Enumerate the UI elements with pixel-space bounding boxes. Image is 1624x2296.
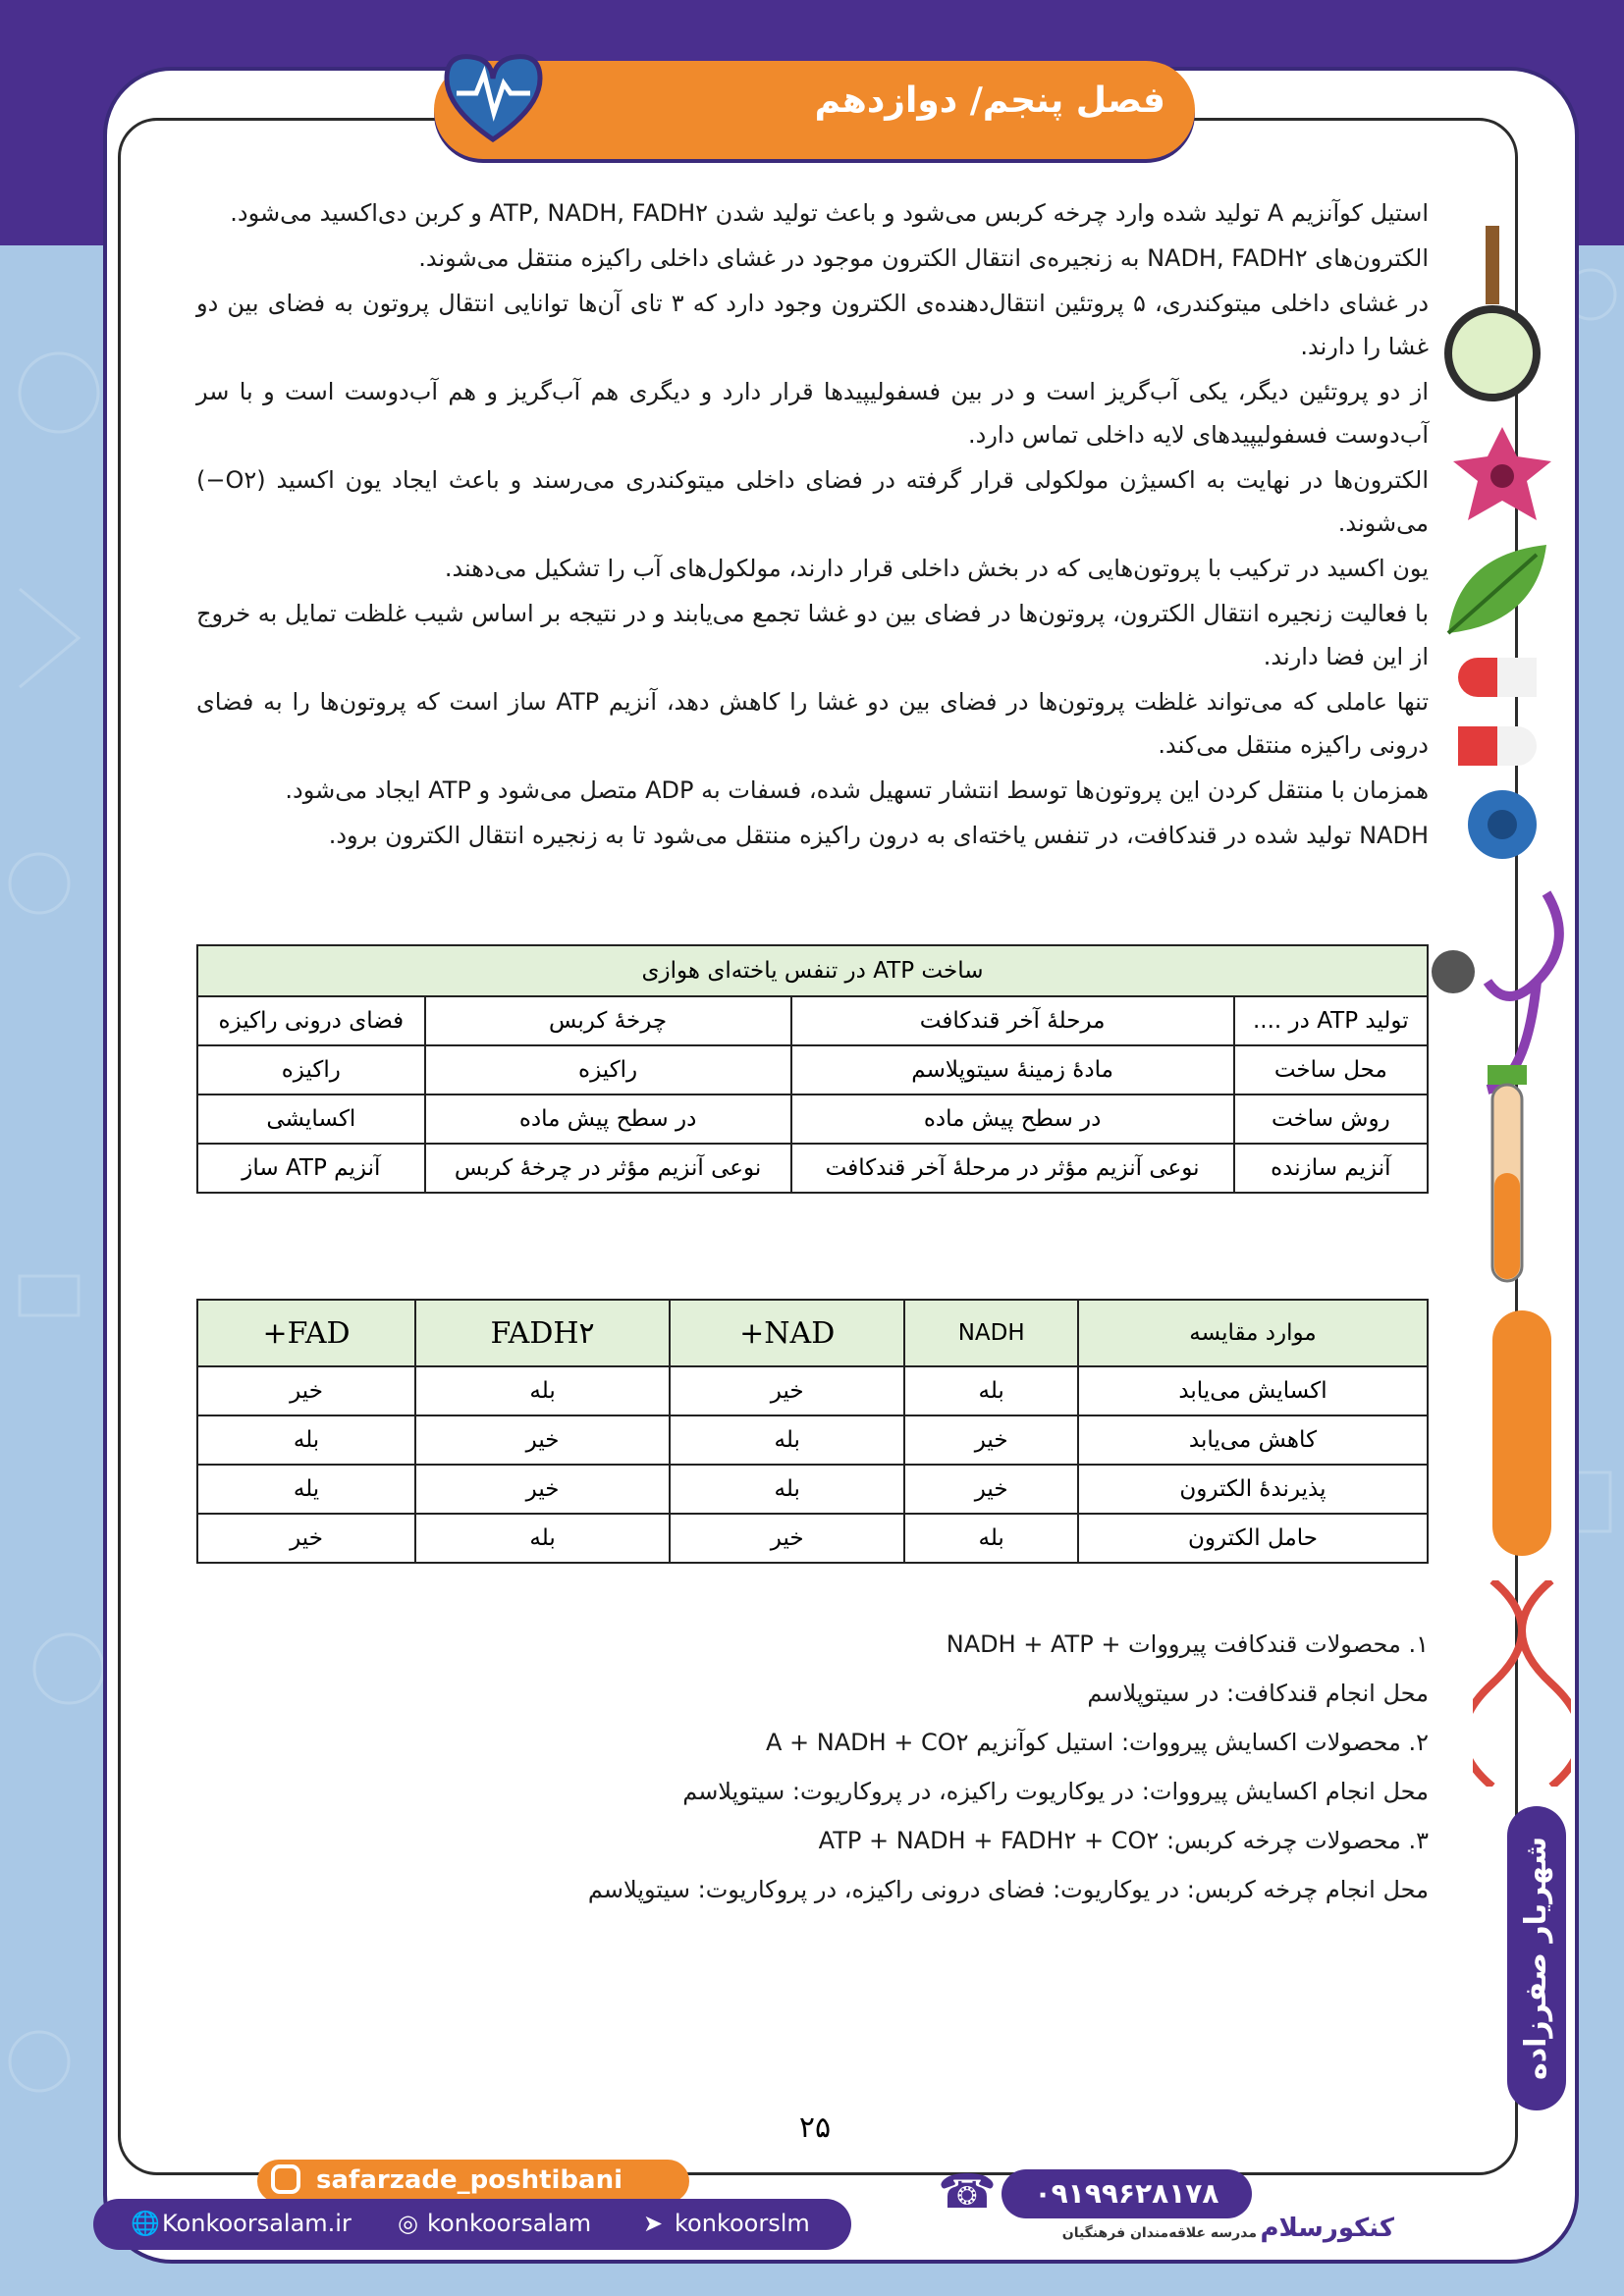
table-cell: کاهش می‌یابد	[1078, 1415, 1428, 1465]
table-cell: مرحلهٔ آخر قندکافت	[791, 996, 1234, 1045]
table-cell: نوعی آنزیم مؤثر در مرحلهٔ آخر قندکافت	[791, 1144, 1234, 1193]
chapter-title: فصل پنجم/ دوازدهم	[814, 80, 1165, 121]
paragraph: الکترون‌ها در نهایت به اکسیژن مولکولی قرار گرفته در فضای داخلی میتوکندری می‌رسند و باعث ایجاد یون اکسید (O۲−) می‌شوند.	[196, 466, 1429, 537]
table-header: FADH۲	[415, 1300, 670, 1366]
table-cell: بله	[197, 1415, 415, 1465]
table-row	[197, 1415, 1428, 1465]
list-item: ۳. محصولات چرخه کربس: ATP + NADH + FADH۲ + CO۲	[818, 1827, 1429, 1854]
list-item: محل انجام قندکافت: در سیتوپلاسم	[1087, 1680, 1429, 1707]
telegram-link[interactable]: konkoorslm	[675, 2210, 810, 2237]
author-name: شهریار صفرزاده	[1519, 1836, 1553, 2081]
table-cell: آنزیم سازنده	[1234, 1144, 1428, 1193]
table-cell: حامل الکترون	[1078, 1514, 1428, 1563]
paragraph: استیل کوآنزیم A تولید شده وارد چرخه کربس می‌شود و باعث تولید شدن ATP, NADH, FADH۲ و کربن دی‌اکسید می‌شود.	[230, 199, 1429, 227]
brand-name: کنکورسلام	[1260, 2214, 1394, 2243]
capsule-icon	[1448, 648, 1546, 775]
table-cell: روش ساخت	[1234, 1095, 1428, 1144]
table-header: NADH	[904, 1300, 1078, 1366]
table-cell: خیر	[197, 1366, 415, 1415]
table-header: FAD+	[197, 1300, 415, 1366]
table-cell: خیر	[904, 1415, 1078, 1465]
table-cell: پذیرندهٔ الکترون	[1078, 1465, 1428, 1514]
paragraph: همزمان با منتقل کردن این پروتون‌ها توسط انتشار تسهیل شده، فسفات به ADP متصل می‌شود و ATP ایجاد می‌شود.	[285, 776, 1429, 804]
instagram-icon: ◎	[398, 2210, 418, 2237]
paragraph: در غشای داخلی میتوکندری، ۵ پروتئین انتقال‌دهنده‌ی الکترون وجود دارد که ۳ تای آن‌ها توانایی انتقال پروتون به فضای بین دو غشا را دارند.	[196, 290, 1430, 360]
table-cell: خیر	[904, 1465, 1078, 1514]
paragraph: یون اکسید در ترکیب با پروتون‌هایی که در بخش داخلی قرار دارند، مولکول‌های آب را تشکیل می‌دهند.	[444, 555, 1429, 582]
table-row	[197, 1144, 1428, 1193]
table-header: موارد مقایسه	[1078, 1300, 1428, 1366]
leaf-icon	[1438, 535, 1556, 643]
paragraph: از دو پروتئین دیگر، یکی آب‌گریز است و در بین فسفولیپیدها قرار دارد و دیگری هم آب‌گریز و هم آب‌دوست است و با سر آب‌دوست فسفولیپیدهای لایه داخلی تماس دارد.	[196, 378, 1429, 449]
table-row	[197, 1514, 1428, 1563]
paragraph: با فعالیت زنجیره انتقال الکترون، پروتون‌ها در فضای بین دو غشا تجمع می‌یابند و در نتیجه بر اساس شیب غلظت تمایل به خروج از این فضا دارند.	[196, 600, 1429, 670]
list-item: ۲. محصولات اکسایش پیرووات: استیل کوآنزیم A + NADH + CO۲	[765, 1729, 1429, 1756]
magnifier-icon	[1438, 226, 1546, 412]
table-cell: خیر	[670, 1514, 904, 1563]
telegram-icon: ➤	[643, 2210, 664, 2237]
table-cell: اکسایشی	[197, 1095, 425, 1144]
paragraph: NADH تولید شده در قندکافت، در تنفس یاخته‌ای به درون راکیزه منتقل می‌شود تا به زنجیره انتقال الکترون برود.	[328, 822, 1429, 849]
table-cell: چرخهٔ کربس	[425, 996, 791, 1045]
table-cell: یله	[197, 1465, 415, 1514]
table-cell: خیر	[415, 1415, 670, 1465]
footer-bar	[93, 2199, 851, 2250]
heartbeat-icon	[437, 49, 550, 147]
table-cell: بله	[670, 1415, 904, 1465]
table-cell: محل ساخت	[1234, 1045, 1428, 1095]
table-cell: بله	[415, 1514, 670, 1563]
brand-subtitle: مدرسه علاقه‌مندان فرهنگیان	[1061, 2225, 1257, 2241]
table-row	[197, 1366, 1428, 1415]
table-cell: نوعی آنزیم مؤثر در چرخهٔ کربس	[425, 1144, 791, 1193]
paragraph: الکترون‌های NADH, FADH۲ به زنجیره‌ی انتقال الکترون موجود در غشای داخلی راکیزه منتقل می‌شوند.	[418, 244, 1429, 272]
table-cell: در سطح پیش ماده	[791, 1095, 1234, 1144]
table-cell: فضای درونی راکیزه	[197, 996, 425, 1045]
table-cell: خیر	[415, 1465, 670, 1514]
table-cell: خیر	[197, 1514, 415, 1563]
table-row	[197, 1095, 1428, 1144]
brand-logo	[1021, 2214, 1394, 2253]
list-item: ۱. محصولات قندکافت پیرووات + NADH + ATP	[946, 1630, 1429, 1658]
table-header: NAD+	[670, 1300, 904, 1366]
table-cell: راکیزه	[197, 1045, 425, 1095]
table-cell: تولید ATP در ....	[1234, 996, 1428, 1045]
table-cell: در سطح پیش ماده	[425, 1095, 791, 1144]
atp-production-table	[196, 944, 1429, 1194]
table-cell: راکیزه	[425, 1045, 791, 1095]
virus-icon	[1453, 775, 1551, 874]
dna-icon	[1473, 1580, 1571, 1787]
instagram-banner[interactable]	[257, 2160, 689, 2203]
paragraph: تنها عاملی که می‌تواند غلظت پروتون‌ها در فضای بین دو غشا را کاهش دهد، آنزیم ATP ساز است که پروتون‌ها را به فضای درونی راکیزه منتقل می‌کند.	[196, 688, 1430, 759]
list-item: محل انجام چرخه کربس: در یوکاریوت: فضای درونی راکیزه، در پروکاریوت: سیتوپلاسم	[587, 1876, 1429, 1903]
carrier-comparison-table	[196, 1299, 1429, 1564]
table-cell: بله	[904, 1514, 1078, 1563]
products-list	[196, 1620, 1429, 1914]
table-cell: بله	[904, 1366, 1078, 1415]
main-text	[196, 191, 1429, 859]
phone-number[interactable]: ۰۹۱۹۹۶۲۸۱۷۸	[1001, 2169, 1252, 2218]
table-cell: آنزیم ATP ساز	[197, 1144, 425, 1193]
cell-icon	[1448, 422, 1556, 530]
globe-icon: 🌐	[131, 2210, 160, 2237]
website-link[interactable]: Konkoorsalam.ir	[162, 2210, 352, 2237]
table-row	[197, 1465, 1428, 1514]
table-cell: بله	[415, 1366, 670, 1415]
table-cell: مادهٔ زمینهٔ سیتوپلاسم	[791, 1045, 1234, 1095]
table-cell: اکسایش می‌یابد	[1078, 1366, 1428, 1415]
test-tube-icon	[1483, 1065, 1532, 1291]
instagram-banner-text: safarzade_poshtibani	[316, 2165, 623, 2195]
table-cell: بله	[670, 1465, 904, 1514]
orange-bar	[1492, 1310, 1551, 1556]
instagram-icon	[271, 2164, 300, 2194]
table-header-row	[197, 1300, 1428, 1366]
table-cell: خیر	[670, 1366, 904, 1415]
table-caption: ساخت ATP در تنفس یاخته‌ای هوازی	[197, 945, 1428, 996]
instagram-link[interactable]: konkoorsalam	[427, 2210, 592, 2237]
page-number: ۲۵	[798, 2110, 832, 2145]
list-item: محل انجام اکسایش پیرووات: در یوکاریوت راکیزه، در پروکاریوت: سیتوپلاسم	[682, 1778, 1429, 1805]
phone-icon: ☎	[938, 2164, 997, 2219]
table-row	[197, 996, 1428, 1045]
table-row	[197, 1045, 1428, 1095]
